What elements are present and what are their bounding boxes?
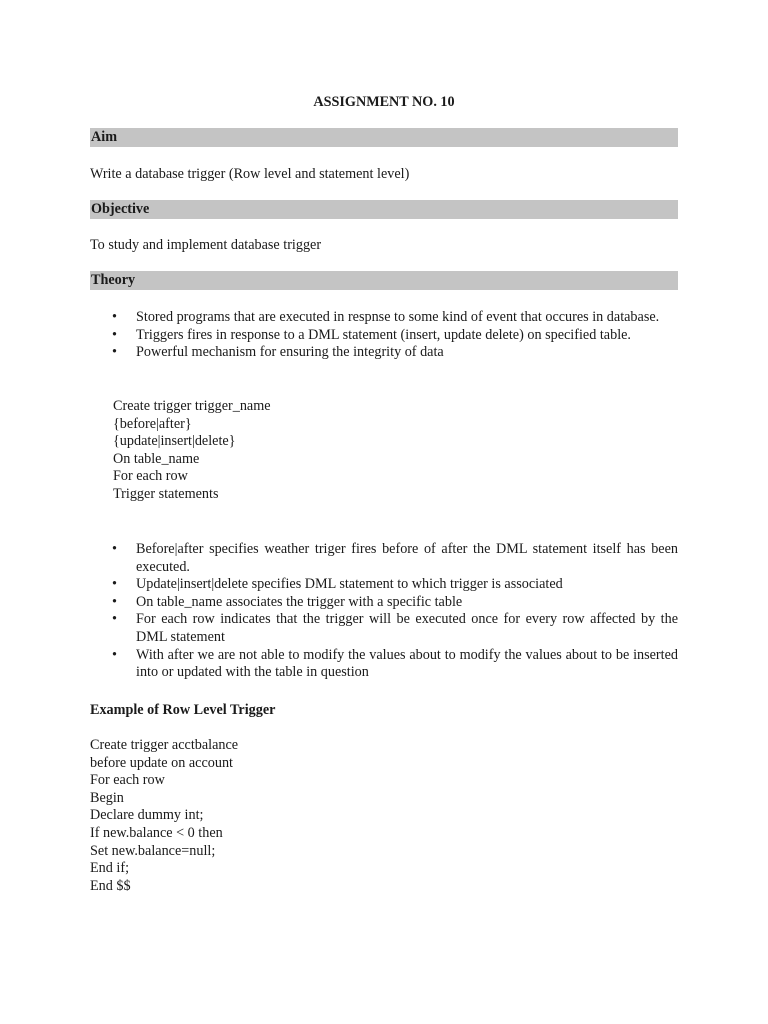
syntax-line: For each row [113,468,188,485]
bullet-text: With after we are not able to modify the values about to modify the values about to be inserted into or updated with the table in question [136,646,678,681]
list-item [112,344,678,362]
bullet-text: For each row indicates that the trigger will be executed once for every row affected by the DML statement [136,611,678,645]
bullet-text: Stored programs that are executed in respnse to some kind of event that occures in database. [136,309,660,325]
syntax-line: {before|after} [113,415,192,432]
syntax-line: Create trigger trigger_name [113,398,271,414]
bullet-icon: • [112,344,117,361]
code-line: before update on account [90,754,233,771]
aim-text: Write a database trigger (Row level and statement level) [90,166,410,182]
code-line: Set new.balance=null; [90,842,216,859]
list-item [112,611,678,646]
code-line: End $$ [90,877,131,894]
syntax-line: Trigger statements [113,485,219,502]
bullet-icon: • [112,541,117,557]
theory-heading: Theory [90,271,678,290]
objective-text: To study and implement database trigger [90,237,322,253]
list-item [112,594,678,612]
list-item [112,576,678,594]
code-line: If new.balance < 0 then [90,824,223,841]
bullet-icon: • [112,593,117,610]
code-line: End if; [90,860,130,877]
list-item [112,309,678,327]
bullet-text: Powerful mechanism for ensuring the integrity of data [136,344,444,361]
syntax-line: {update|insert|delete} [113,433,236,450]
syntax-line: On table_name [113,450,200,467]
bullet-icon: • [112,326,117,343]
example-heading: Example of Row Level Trigger [90,702,276,718]
theory-bullet-list-2 [112,541,678,682]
bullet-text: On table_name associates the trigger with a specific table [136,593,463,610]
code-line: For each row [90,772,165,789]
list-item [112,327,678,345]
document-title: ASSIGNMENT NO. 10 [313,94,455,110]
code-line: Begin [90,789,124,806]
aim-heading: Aim [90,128,678,147]
example-code-block [90,737,238,895]
bullet-icon: • [112,611,117,628]
bullet-icon: • [112,646,117,663]
list-item [112,541,678,576]
bullet-text: Before|after specifies weather triger fires before of after the DML statement itself has been executed. [136,541,678,575]
bullet-icon: • [112,576,117,593]
bullet-icon: • [112,309,117,325]
code-line: Declare dummy int; [90,807,204,824]
bullet-text: Update|insert|delete specifies DML statement to which trigger is associated [136,576,563,593]
theory-bullet-list-1 [112,309,678,362]
bullet-text: Triggers fires in response to a DML statement (insert, update delete) on specified table. [136,326,631,343]
trigger-syntax-block [113,398,271,504]
list-item [112,647,678,682]
objective-heading: Objective [90,200,678,219]
code-line: Create trigger acctbalance [90,737,239,753]
